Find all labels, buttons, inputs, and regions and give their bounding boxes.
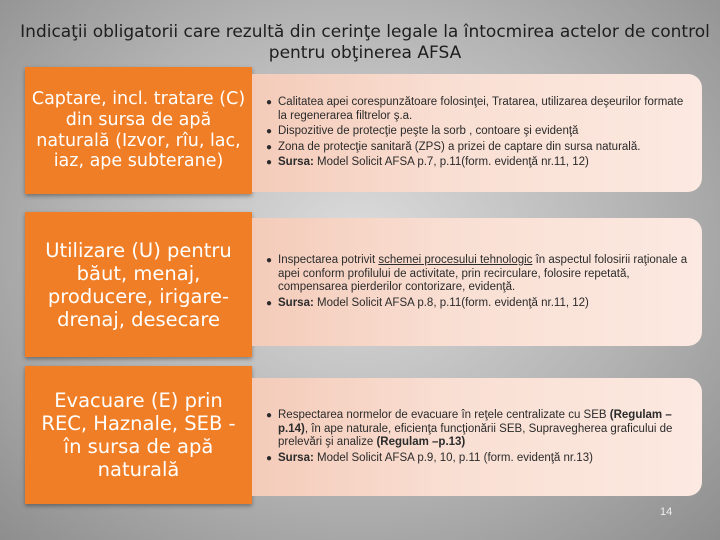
list-item: ● Respectarea normelor de evacuare în reţele centralizate cu SEB (Regulam –p.14), în ape naturale, eficienţa funcţionării SEB, Supravegherea graficului de prelevări şi analize (Regulam –p.13)	[266, 409, 673, 448]
captare-description: din sursa de apă naturală (Izvor, rîu, lac, iaz, ape subterane)	[36, 109, 241, 172]
bullet-icon: ●	[266, 141, 273, 153]
utilizare-description: pentru băut, menaj, producere, irigare-drenaj, desecare	[47, 238, 232, 331]
captare-label	[31, 89, 246, 172]
utilizare-heading: Utilizare (U)	[45, 238, 161, 262]
page-number: 14	[660, 506, 673, 518]
title-line-1: Indicaţii obligatorii care rezultă din cerinţe legale la întocmirea actelor de control	[20, 22, 710, 42]
list-item: ● Sursa: Model Solicit AFSA p.8, p.11(form. evidenţă nr.11, 12)	[266, 296, 589, 309]
utilizare-box	[25, 212, 252, 357]
evacuare-description: prin REC, Haznale, SEB - în sursa de apă naturală	[41, 389, 236, 481]
utilizare-label	[31, 239, 246, 331]
list-item: ● Dispozitive de protecţie peşte la sorb , contoare şi evidenţă	[266, 125, 579, 138]
bullet-icon: ●	[266, 126, 273, 138]
captare-heading: Captare, incl. tratare (C)	[31, 89, 246, 110]
bullet-icon: ●	[266, 452, 273, 464]
captare-details	[252, 74, 702, 192]
bullet-icon: ●	[266, 410, 273, 421]
utilizare-details	[252, 218, 702, 346]
evacuare-label	[31, 389, 246, 481]
evacuare-heading: Evacuare (E)	[54, 389, 179, 412]
slide-title	[20, 22, 710, 64]
captare-box	[25, 67, 252, 194]
list-item: ● Calitatea apei corespunzătoare folosinţei, Tratarea, utilizarea deşeurilor formate la regenerarea filtrelor ş.a.	[266, 96, 684, 122]
bullet-icon: ●	[266, 97, 273, 109]
list-item: ● Sursa: Model Solicit AFSA p.7, p.11(form. evidenţă nr.11, 12)	[266, 156, 589, 169]
title-line-2: pentru obţinerea AFSA	[268, 43, 462, 63]
list-item: ● Zona de protecţie sanitară (ZPS) a prizei de captare din sursa naturală.	[266, 140, 641, 153]
evacuare-box	[25, 366, 252, 504]
list-item: ● Inspectarea potrivit schemei procesului tehnologic în aspectul folosirii raţionale a apei conform profilului de activitate, prin recirculare, folosire repetată, compensarea pierderilor contorizare, evidenţă.	[266, 254, 688, 293]
evacuare-details	[252, 378, 702, 496]
bullet-icon: ●	[266, 255, 273, 266]
bullet-icon: ●	[266, 157, 273, 169]
list-item: ● Sursa: Model Solicit AFSA p.9, 10, p.11 (form. evidenţă nr.13)	[266, 451, 593, 464]
bullet-icon: ●	[266, 297, 273, 309]
